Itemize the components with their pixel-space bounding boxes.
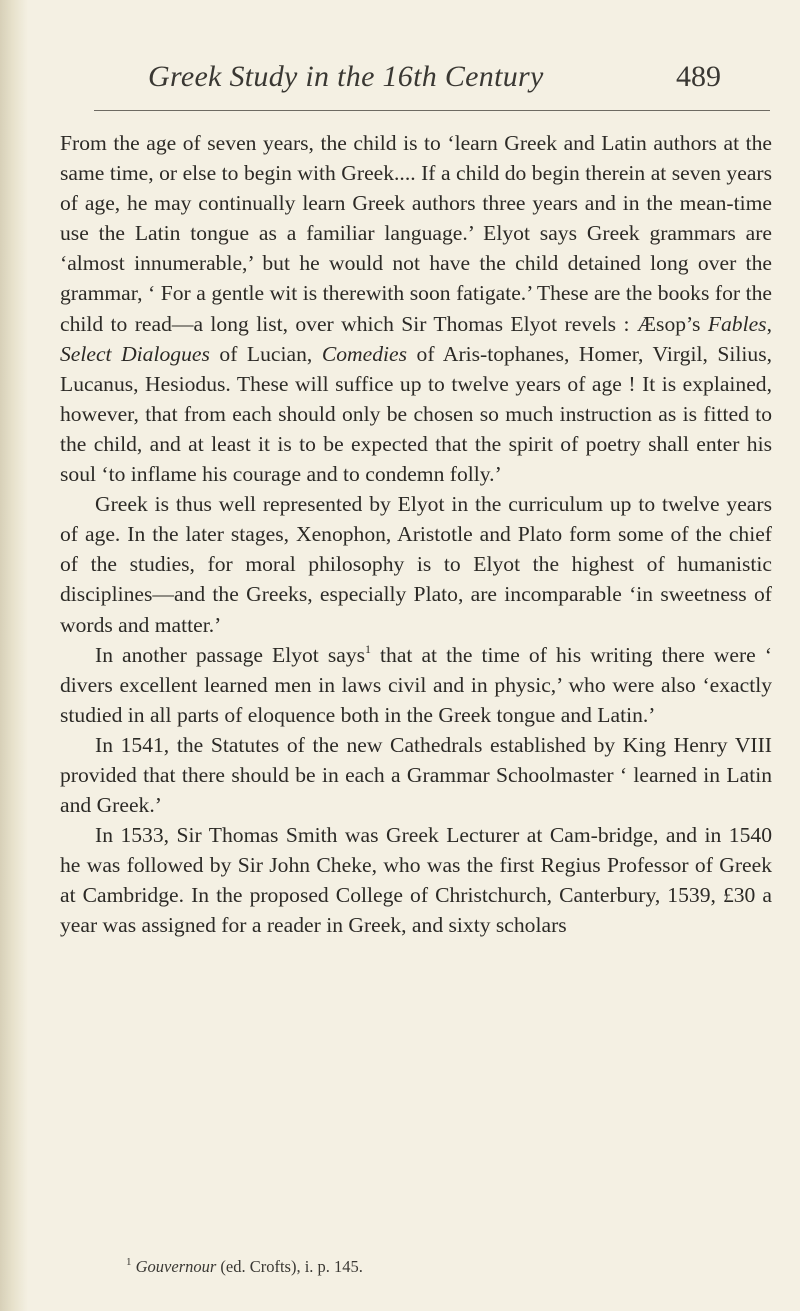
page-edge-shadow (0, 0, 28, 1311)
footnote-title: Gouvernour (135, 1257, 217, 1276)
paragraph-2: Greek is thus well represented by Elyot in the curriculum up to twelve years of age. In the later stages, Xenophon, Aristotle and Plato form some of the chief of the studies, for moral philosophy is to Elyot the highest of humanistic disciplines—and the Greeks, especially Plato, are incomparable ‘in sweetness of words and matter.’ (60, 492, 772, 637)
title-select-dialogues: Select Dialogues (60, 341, 210, 366)
paragraph-1-text-a: From the age of seven years, the child is to ‘learn Greek and Latin authors at the same time, or else to begin with Greek.... If a child do begin therein at seven years of age, he may continually learn Greek authors three years and in the mean-time use the Latin tongue as a familiar language.’ Elyot says Greek grammars are ‘almost innumerable,’ but he would not have the child detained long over the grammar, ‘ For a gentle wit is therewith soon fatigate.’ These are the books for the child to read—a long list, over which Sir Thomas Elyot revels : Æsop’s (60, 131, 772, 336)
footnote-marker: 1 (126, 1256, 132, 1268)
paragraph-5: In 1533, Sir Thomas Smith was Greek Lecturer at Cam-bridge, and in 1540 he was followed by Sir John Cheke, who was the first Regius Professor of Greek at Cambridge. In the proposed College of Christchurch, Canterbury, 1539, £30 a year was assigned for a reader in Greek, and sixty scholars (60, 823, 772, 938)
footnote-reference: 1 (365, 641, 372, 656)
paragraph-1 (60, 128, 772, 489)
paragraph-3 (60, 640, 772, 730)
header-rule (94, 110, 770, 111)
paragraph-4: In 1541, the Statutes of the new Cathedrals established by King Henry VIII provided that there should be in each a Grammar Schoolmaster ‘ learned in Latin and Greek.’ (60, 732, 772, 818)
paragraph-1-text-e: of Lucian, (209, 341, 322, 366)
body-text (60, 128, 772, 941)
paragraph-3-text-a: In another passage Elyot says (95, 642, 366, 667)
page-number: 489 (676, 60, 721, 93)
running-head (148, 60, 788, 94)
paragraph-1-text-c: , (766, 311, 772, 336)
paragraph-1-text-g: of Aris-tophanes, Homer, Virgil, Silius, Lucanus, Hesiodus. These will suffice up to twelve years of age ! It is explained, however, that from each should only be chosen so much instruction as is fitted to the child, and at least it is to be expected that the spirit of poetry shall enter his soul ‘to inflame his courage and to condemn folly.’ (60, 341, 772, 487)
title-comedies: Comedies (321, 341, 407, 366)
running-head-title: Greek Study in the 16th Century (148, 60, 544, 93)
footnote-text: (ed. Crofts), i. p. 145. (216, 1257, 363, 1276)
footnote (126, 1257, 363, 1277)
paragraph-3-text-b: that at the time of his writing there were ‘ divers excellent learned men in laws civil and in physic,’ who were also ‘exactly studied in all parts of eloquence both in the Greek tongue and Latin.’ (60, 642, 772, 727)
title-fables: Fables (707, 311, 767, 336)
